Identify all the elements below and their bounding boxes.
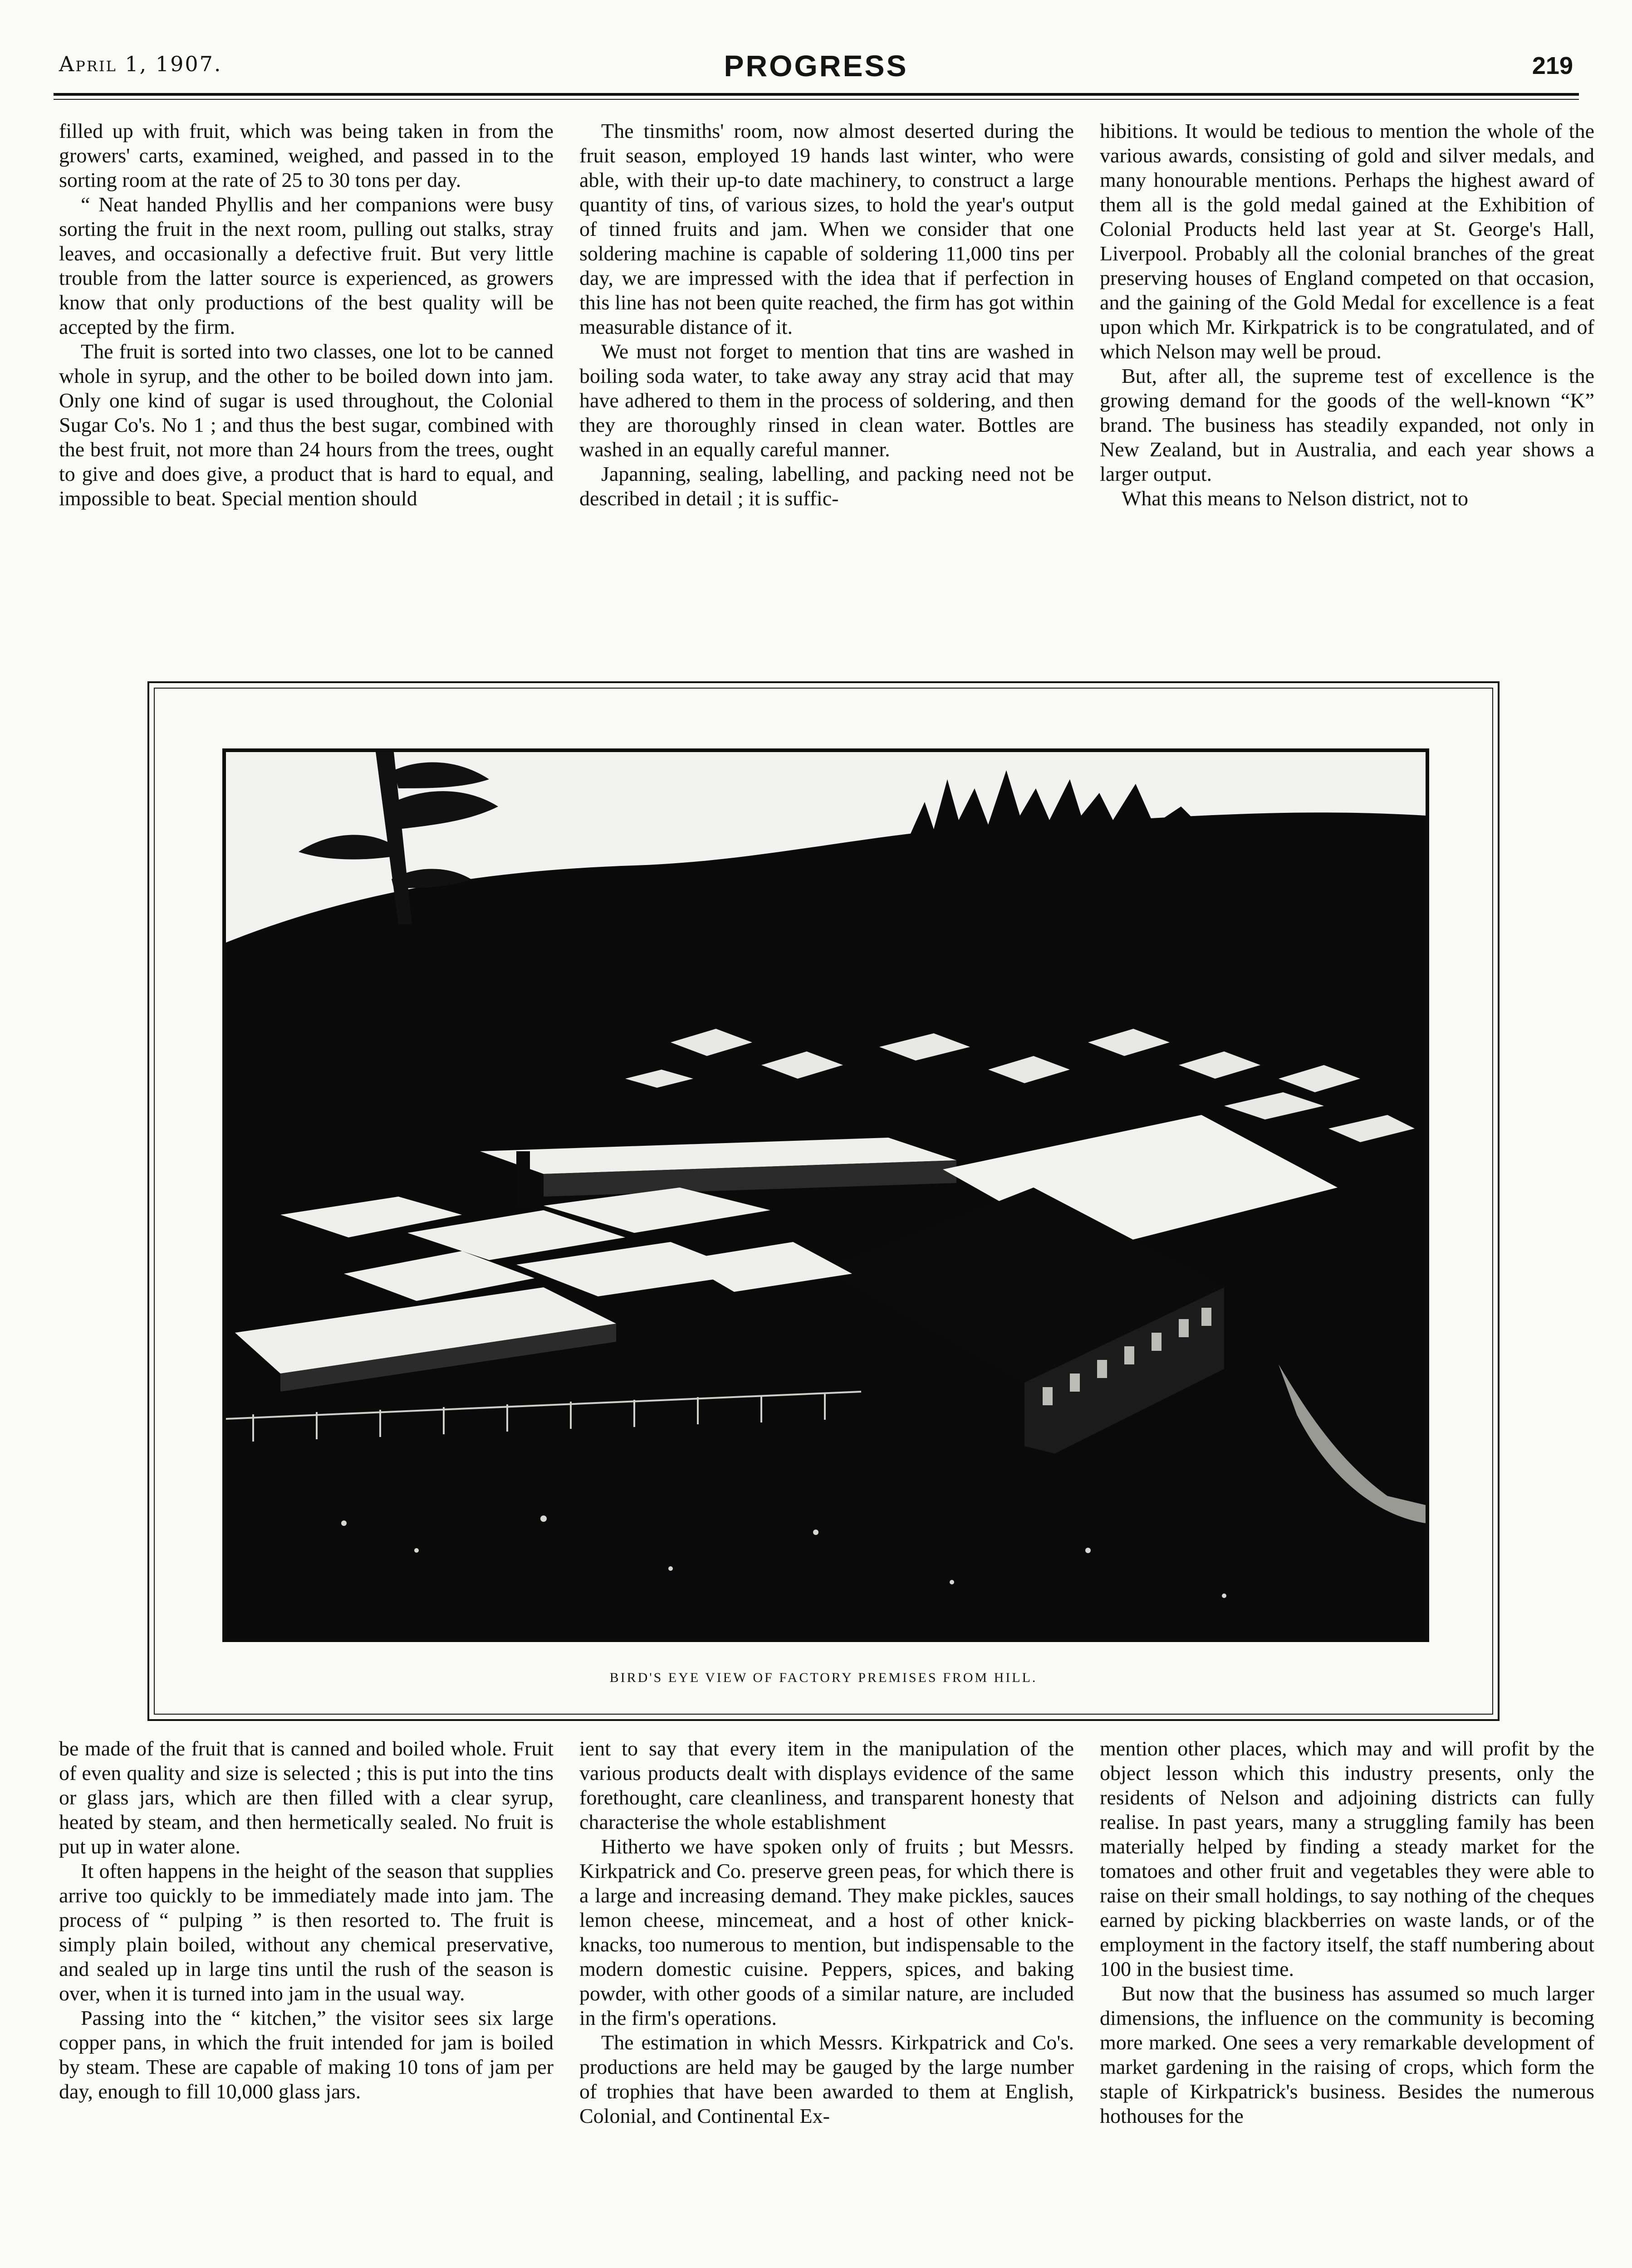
- issue-date: April 1, 1907.: [59, 52, 222, 76]
- bottom-column-1: [59, 1736, 554, 2268]
- paragraph: Hitherto we have spoken only of fruits ; but Messrs. Kirkpatrick and Co. preserve green peas, for which there is a large and increasing demand. They make pickles, sauces lemon cheese, mincemeat, and a host of other knick-knacks, too numerous to mention, but indispensable to the modern domestic cuisine. Peppers, spices, and baking powder, with other goods of a similar nature, are included in the firm's operations.: [579, 1835, 1074, 2029]
- paragraph: filled up with fruit, which was being taken in from the growers' carts, examined, weighed, and passed in to the sorting room at the rate of 25 to 30 tons per day.: [59, 119, 554, 191]
- page-number: 219: [1532, 52, 1573, 79]
- paragraph: be made of the fruit that is canned and boiled whole. Fruit of even quality and size is selected ; this is put into the tins or glass jars, which are then filled with a clear syrup, heated by steam, and then hermetically sealed. No fruit is put up in water alone.: [59, 1737, 554, 1858]
- paragraph: It often happens in the height of the season that supplies arrive too quickly to be immediately made into jam. The process of “ pulping ” is then resorted to. The fruit is simply plain boiled, without any chemical preservative, and sealed up in large tins until the rush of the season is over, when it is turned into jam in the usual way.: [59, 1859, 554, 2005]
- paragraph: But, after all, the supreme test of excellence is the growing demand for the goods of the well-known “K” brand. The business has steadily expanded, not only in New Zealand, but in Australia, and each year shows a larger output.: [1100, 364, 1594, 485]
- factory-photograph: [222, 748, 1429, 1642]
- figure-caption: BIRD'S EYE VIEW OF FACTORY PREMISES FROM HILL.: [609, 1670, 1038, 1685]
- top-column-1: [59, 119, 554, 658]
- paragraph: “ Neat handed Phyllis and her companions were busy sorting the fruit in the next room, pulling out stalks, stray leaves, and occasionally a defective fruit. But very little trouble from the latter source is experienced, as growers know that only productions of the best quality will be accepted by the firm.: [59, 193, 554, 338]
- header-rule-thin: [54, 99, 1579, 100]
- bottom-column-3: [1100, 1736, 1594, 2268]
- paragraph: What this means to Nelson district, not to: [1122, 487, 1469, 510]
- factory-photo-illustration: [226, 752, 1426, 1638]
- paragraph: The estimation in which Messrs. Kirkpatrick and Co's. productions are held may be gauged by the large number of trophies that have been awarded to them at English, Colonial, and Continental Ex-: [579, 2031, 1074, 2127]
- paragraph: We must not forget to mention that tins are washed in boiling soda water, to take away any stray acid that may have adhered to them in the process of soldering, and then they are thoroughly rinsed in clean water. Bottles are washed in an equally careful manner.: [579, 340, 1074, 461]
- paragraph: ient to say that every item in the manipulation of the various products dealt with displays evidence of the same forethought, care cleanliness, and transparent honesty that characterise the whole establishment: [579, 1737, 1074, 1833]
- paragraph: Passing into the “ kitchen,” the visitor sees six large copper pans, in which the fruit intended for jam is boiled by steam. These are capable of making 10 tons of jam per day, enough to fill 10,000 glass jars.: [59, 2006, 554, 2103]
- paragraph: mention other places, which may and will profit by the object lesson which this industry presents, only the residents of Nelson and adjoining districts can fully realise. In past years, many a struggling family has been materially helped by finding a steady market for the tomatoes and other fruit and vegetables they were able to raise on their small holdings, to say nothing of the cheques earned by picking blackberries on waste lands, or of the employment in the factory itself, the staff numbering about 100 in the busiest time.: [1100, 1737, 1594, 1980]
- header-rule-thick: [54, 93, 1579, 96]
- top-column-3: [1100, 119, 1594, 658]
- paragraph: The tinsmiths' room, now almost deserted during the fruit season, employed 19 hands last winter, who were able, with their up-to date machinery, to construct a large quantity of tins, of various sizes, to hold the year's output of tinned fruits and jam. When we consider that one soldering machine is capable of soldering 11,000 tins per day, we are impressed with the idea that if perfection in this line has not been quite reached, the firm has got within measurable distance of it.: [579, 119, 1074, 338]
- bottom-column-2: [579, 1736, 1074, 2268]
- paragraph: Japanning, sealing, labelling, and packing need not be described in detail ; it is suffic-: [579, 462, 1074, 510]
- magazine-title: PROGRESS: [724, 49, 908, 83]
- top-column-2: [579, 119, 1074, 658]
- paragraph: hibitions. It would be tedious to mention the whole of the various awards, consisting of gold and silver medals, and many honourable mentions. Perhaps the highest award of them all is the gold medal gained at the Exhibition of Colonial Products held last year at St. George's Hall, Liverpool. Probably all the colonial branches of the great preserving houses of England competed on that occasion, and the gaining of the Gold Medal for excellence is a feat upon which Mr. Kirkpatrick is to be congratulated, and of which Nelson may well be proud.: [1100, 119, 1594, 363]
- paragraph: But now that the business has assumed so much larger dimensions, the influence on the community is becoming more marked. One sees a very remarkable development of market gardening in the raising of crops, which form the staple of Kirkpatrick's business. Besides the numerous hothouses for the: [1100, 1982, 1594, 2127]
- paragraph: The fruit is sorted into two classes, one lot to be canned whole in syrup, and the other to be boiled down into jam. Only one kind of sugar is used throughout, the Colonial Sugar Co's. No 1 ; and thus the best sugar, combined with the best fruit, not more than 24 hours from the trees, ought to give and does give, a product that is hard to equal, and impossible to beat. Special mention should: [59, 340, 554, 510]
